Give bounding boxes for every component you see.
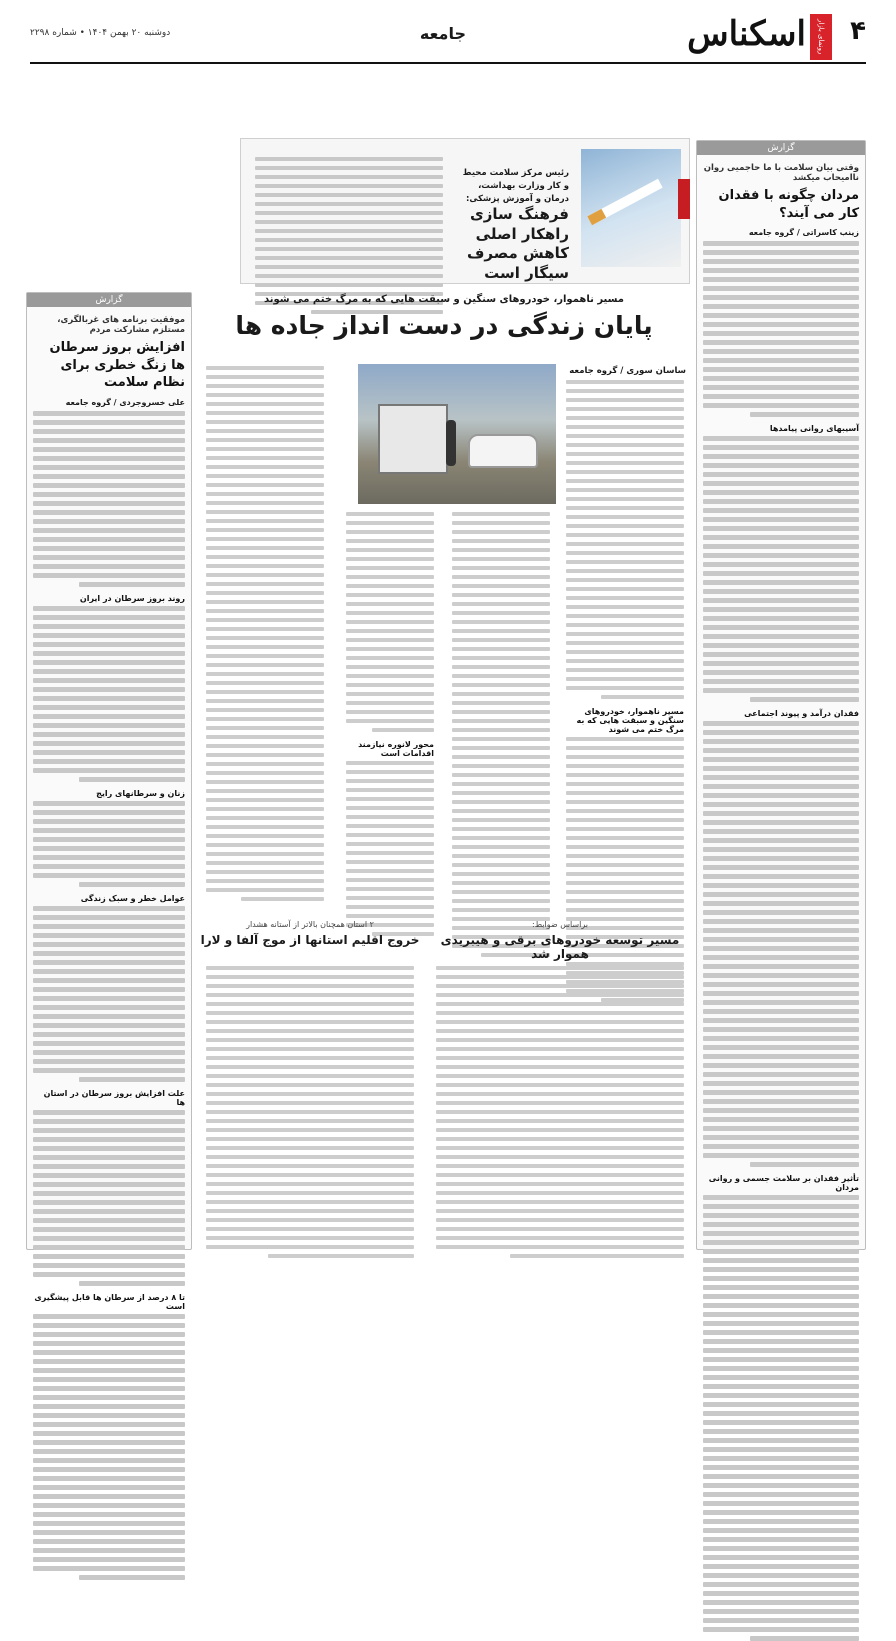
interview-box <box>240 138 690 284</box>
article-author: علی خسروجردی / گروه جامعه <box>65 397 185 407</box>
climate-story-kicker: ۲ استان همچنان بالاتر از آستانه هشدار <box>246 920 374 929</box>
cover-subhead: محور لانوره نیازمند اقدامات است <box>358 740 434 758</box>
cover-subhead: مسیر ناهموار، خودروهای سنگین و سبقت هایی که به مرگ ختم می شوند <box>576 707 684 734</box>
left-column-article <box>26 292 192 1311</box>
article-body-text <box>697 1195 865 1641</box>
car-shape <box>468 434 538 468</box>
article-subhead: علت افزایش بروز سرطان در استان ها <box>43 1088 185 1107</box>
section-title: جامعه <box>419 24 466 43</box>
article-author: زینب کاسراتی / گروه جامعه <box>748 228 859 238</box>
person-shape <box>446 420 456 466</box>
ev-story-title[interactable]: مسیر توسعه خودروهای برقی و هیبریدی هموار شد <box>440 933 680 961</box>
interview-kicker: رئیس مرکز سلامت محیط و کار وزارت بهداشت، درمان و آموزش پزشکی: <box>462 168 569 204</box>
report-tag: گزارش <box>27 293 191 307</box>
article-body-text <box>27 801 191 887</box>
brand-badge: رونمای بازار <box>810 14 832 60</box>
cover-column-2 <box>446 512 556 962</box>
cover-author: ساسان سوری / گروه جامعه <box>569 366 686 376</box>
cover-column-3 <box>340 512 440 941</box>
right-column-article <box>696 140 866 1250</box>
climate-story-title[interactable]: خروج اقلیم استانها از موج آلفا و لارا <box>200 933 420 947</box>
ev-story-header <box>430 920 690 961</box>
article-subhead: روند بروز سرطان در ایران <box>79 593 185 603</box>
article-body-text <box>27 411 191 587</box>
issue-line: دوشنبه ۲۰ بهمن ۱۴۰۴ • شماره ۲۲۹۸ <box>30 28 171 38</box>
article-body-text <box>27 1110 191 1286</box>
article-body-text <box>697 241 865 417</box>
climate-story-body <box>200 966 420 1263</box>
climate-story-header <box>200 920 420 947</box>
article-subhead: زنان و سرطانهای رایج <box>96 788 185 798</box>
article-subhead: عوامل خطر و سبک زندگی <box>80 893 185 903</box>
cover-column-1 <box>560 366 690 1007</box>
cover-column-4 <box>200 366 330 906</box>
cover-story-header <box>198 290 690 340</box>
cigarette-photo <box>581 149 681 267</box>
ev-story-kicker: براساس ضوابط: <box>532 920 588 929</box>
page-number: ۴ <box>850 16 866 46</box>
article-body-text <box>697 436 865 702</box>
interview-title[interactable]: فرهنگ سازی راهکار اصلی کاهش مصرف سیگار است <box>466 205 569 282</box>
article-headline[interactable]: مردان چگونه با فقدان کار می آیند؟ <box>718 188 859 221</box>
report-tag: گزارش <box>697 141 865 155</box>
article-subhead: آسیبهای روانی پیامدها <box>769 424 859 434</box>
truck-shape <box>378 404 448 474</box>
cigarette-icon <box>587 179 662 225</box>
article-body-text <box>27 606 191 782</box>
article-headline[interactable]: افزایش بروز سرطان ها زنگ خطری برای نظام سلامت <box>49 340 185 391</box>
article-subhead: تأثیر فقدان بر سلامت جسمی و روانی مردان <box>708 1174 859 1193</box>
side-tag <box>678 179 690 219</box>
article-body-text <box>697 721 865 1167</box>
cover-title[interactable]: پایان زندگی در دست انداز جاده ها <box>235 311 653 340</box>
article-body-text <box>27 906 191 1082</box>
article-kicker: موفقیت برنامه های غربالگری، مستلزم مشارکت مردم <box>57 315 185 335</box>
newspaper-logo[interactable]: اسکناس <box>687 14 806 54</box>
article-subhead: تا ۸ درصد از سرطان ها قابل پیشگیری است <box>34 1292 185 1311</box>
masthead <box>30 14 866 84</box>
cover-kicker: مسیر ناهموار، خودروهای سنگین و سبقت هایی که به مرگ ختم می شوند <box>264 294 624 305</box>
accident-photo <box>358 364 556 504</box>
article-body-text <box>27 1314 191 1580</box>
article-subhead: فقدان درآمد و پیوند اجتماعی <box>744 709 859 719</box>
article-kicker: وقتی بیان سلامت با ما حاجمیی روان ناامیحاب میکشد <box>703 163 859 183</box>
masthead-rule <box>30 62 866 64</box>
ev-story-body <box>430 966 690 1263</box>
